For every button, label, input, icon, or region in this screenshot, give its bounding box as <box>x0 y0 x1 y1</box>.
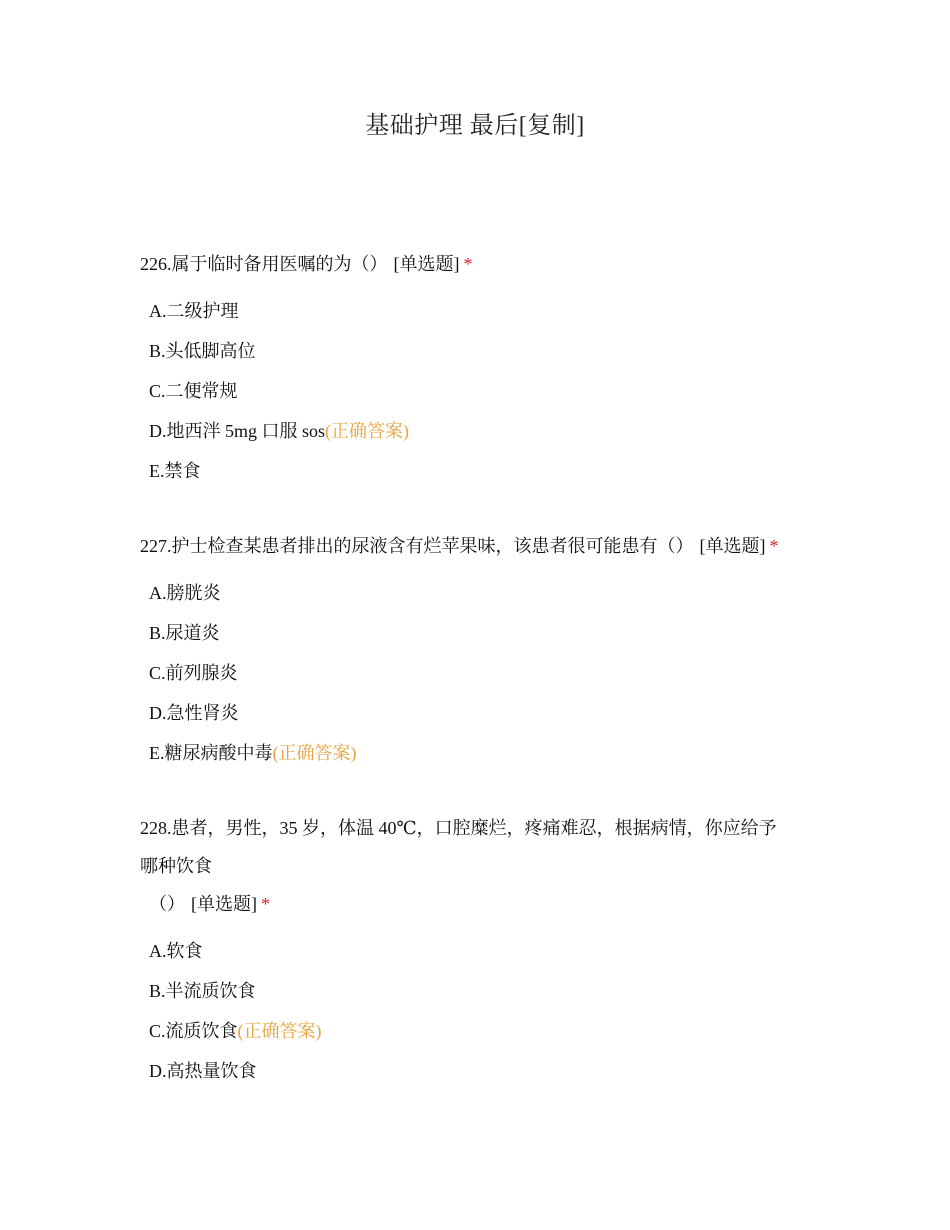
option-text: D.急性肾炎 <box>149 703 239 723</box>
option-a[interactable] <box>149 291 810 331</box>
option-text: D.高热量饮食 <box>149 1061 257 1081</box>
option-text: C.流质饮食 <box>149 1021 238 1041</box>
option-text: C.前列腺炎 <box>149 663 238 683</box>
question-text-line-1: 228.患者，男性，35 岁，体温 40℃，口腔糜烂，疼痛难忍，根据病情，你应给予 <box>140 818 777 838</box>
option-list <box>140 291 810 491</box>
required-mark: * <box>261 894 270 914</box>
question-228 <box>140 809 810 1091</box>
option-c[interactable] <box>149 371 810 411</box>
question-226 <box>140 245 810 491</box>
option-c[interactable] <box>149 653 810 693</box>
option-text: A.二级护理 <box>149 301 239 321</box>
option-c[interactable] <box>149 1011 810 1051</box>
question-blank: （） <box>149 894 185 914</box>
question-type-label: [单选题] <box>699 536 766 556</box>
option-a[interactable] <box>149 931 810 971</box>
option-b[interactable] <box>149 971 810 1011</box>
option-b[interactable] <box>149 331 810 371</box>
option-text: B.半流质饮食 <box>149 981 256 1001</box>
required-mark: * <box>769 536 779 556</box>
option-text: B.头低脚高位 <box>149 341 256 361</box>
option-a[interactable] <box>149 573 810 613</box>
question-stem <box>140 809 810 923</box>
question-227 <box>140 527 810 773</box>
question-text: 227.护士检查某患者排出的尿液含有烂苹果味，该患者很可能患有（） <box>140 536 694 556</box>
option-d[interactable] <box>149 411 810 451</box>
option-text: A.膀胱炎 <box>149 583 221 603</box>
question-stem <box>140 245 810 283</box>
option-e[interactable] <box>149 733 810 773</box>
option-text: A.软食 <box>149 941 203 961</box>
correct-answer-label: (正确答案) <box>325 421 410 441</box>
option-list <box>140 931 810 1091</box>
required-mark: * <box>463 254 473 274</box>
option-d[interactable] <box>149 693 810 733</box>
option-text: E.禁食 <box>149 461 201 481</box>
option-text: D.地西泮 5mg 口服 sos <box>149 421 326 441</box>
question-stem <box>140 527 810 565</box>
question-type-label: [单选题] <box>191 894 257 914</box>
question-type-label: [单选题] <box>393 254 460 274</box>
correct-answer-label: (正确答案) <box>272 743 357 763</box>
question-text: 226.属于临时备用医嘱的为（） <box>140 254 388 274</box>
option-text: E.糖尿病酸中毒 <box>149 743 273 763</box>
question-text-line-2: 哪种饮食 <box>140 856 212 876</box>
correct-answer-label: (正确答案) <box>237 1021 322 1041</box>
option-text: B.尿道炎 <box>149 623 220 643</box>
question-text-line-3 <box>140 885 810 923</box>
option-text: C.二便常规 <box>149 381 238 401</box>
option-e[interactable] <box>149 451 810 491</box>
option-d[interactable] <box>149 1051 810 1091</box>
option-b[interactable] <box>149 613 810 653</box>
option-list <box>140 573 810 773</box>
document-title: 基础护理 最后[复制] <box>365 113 585 139</box>
